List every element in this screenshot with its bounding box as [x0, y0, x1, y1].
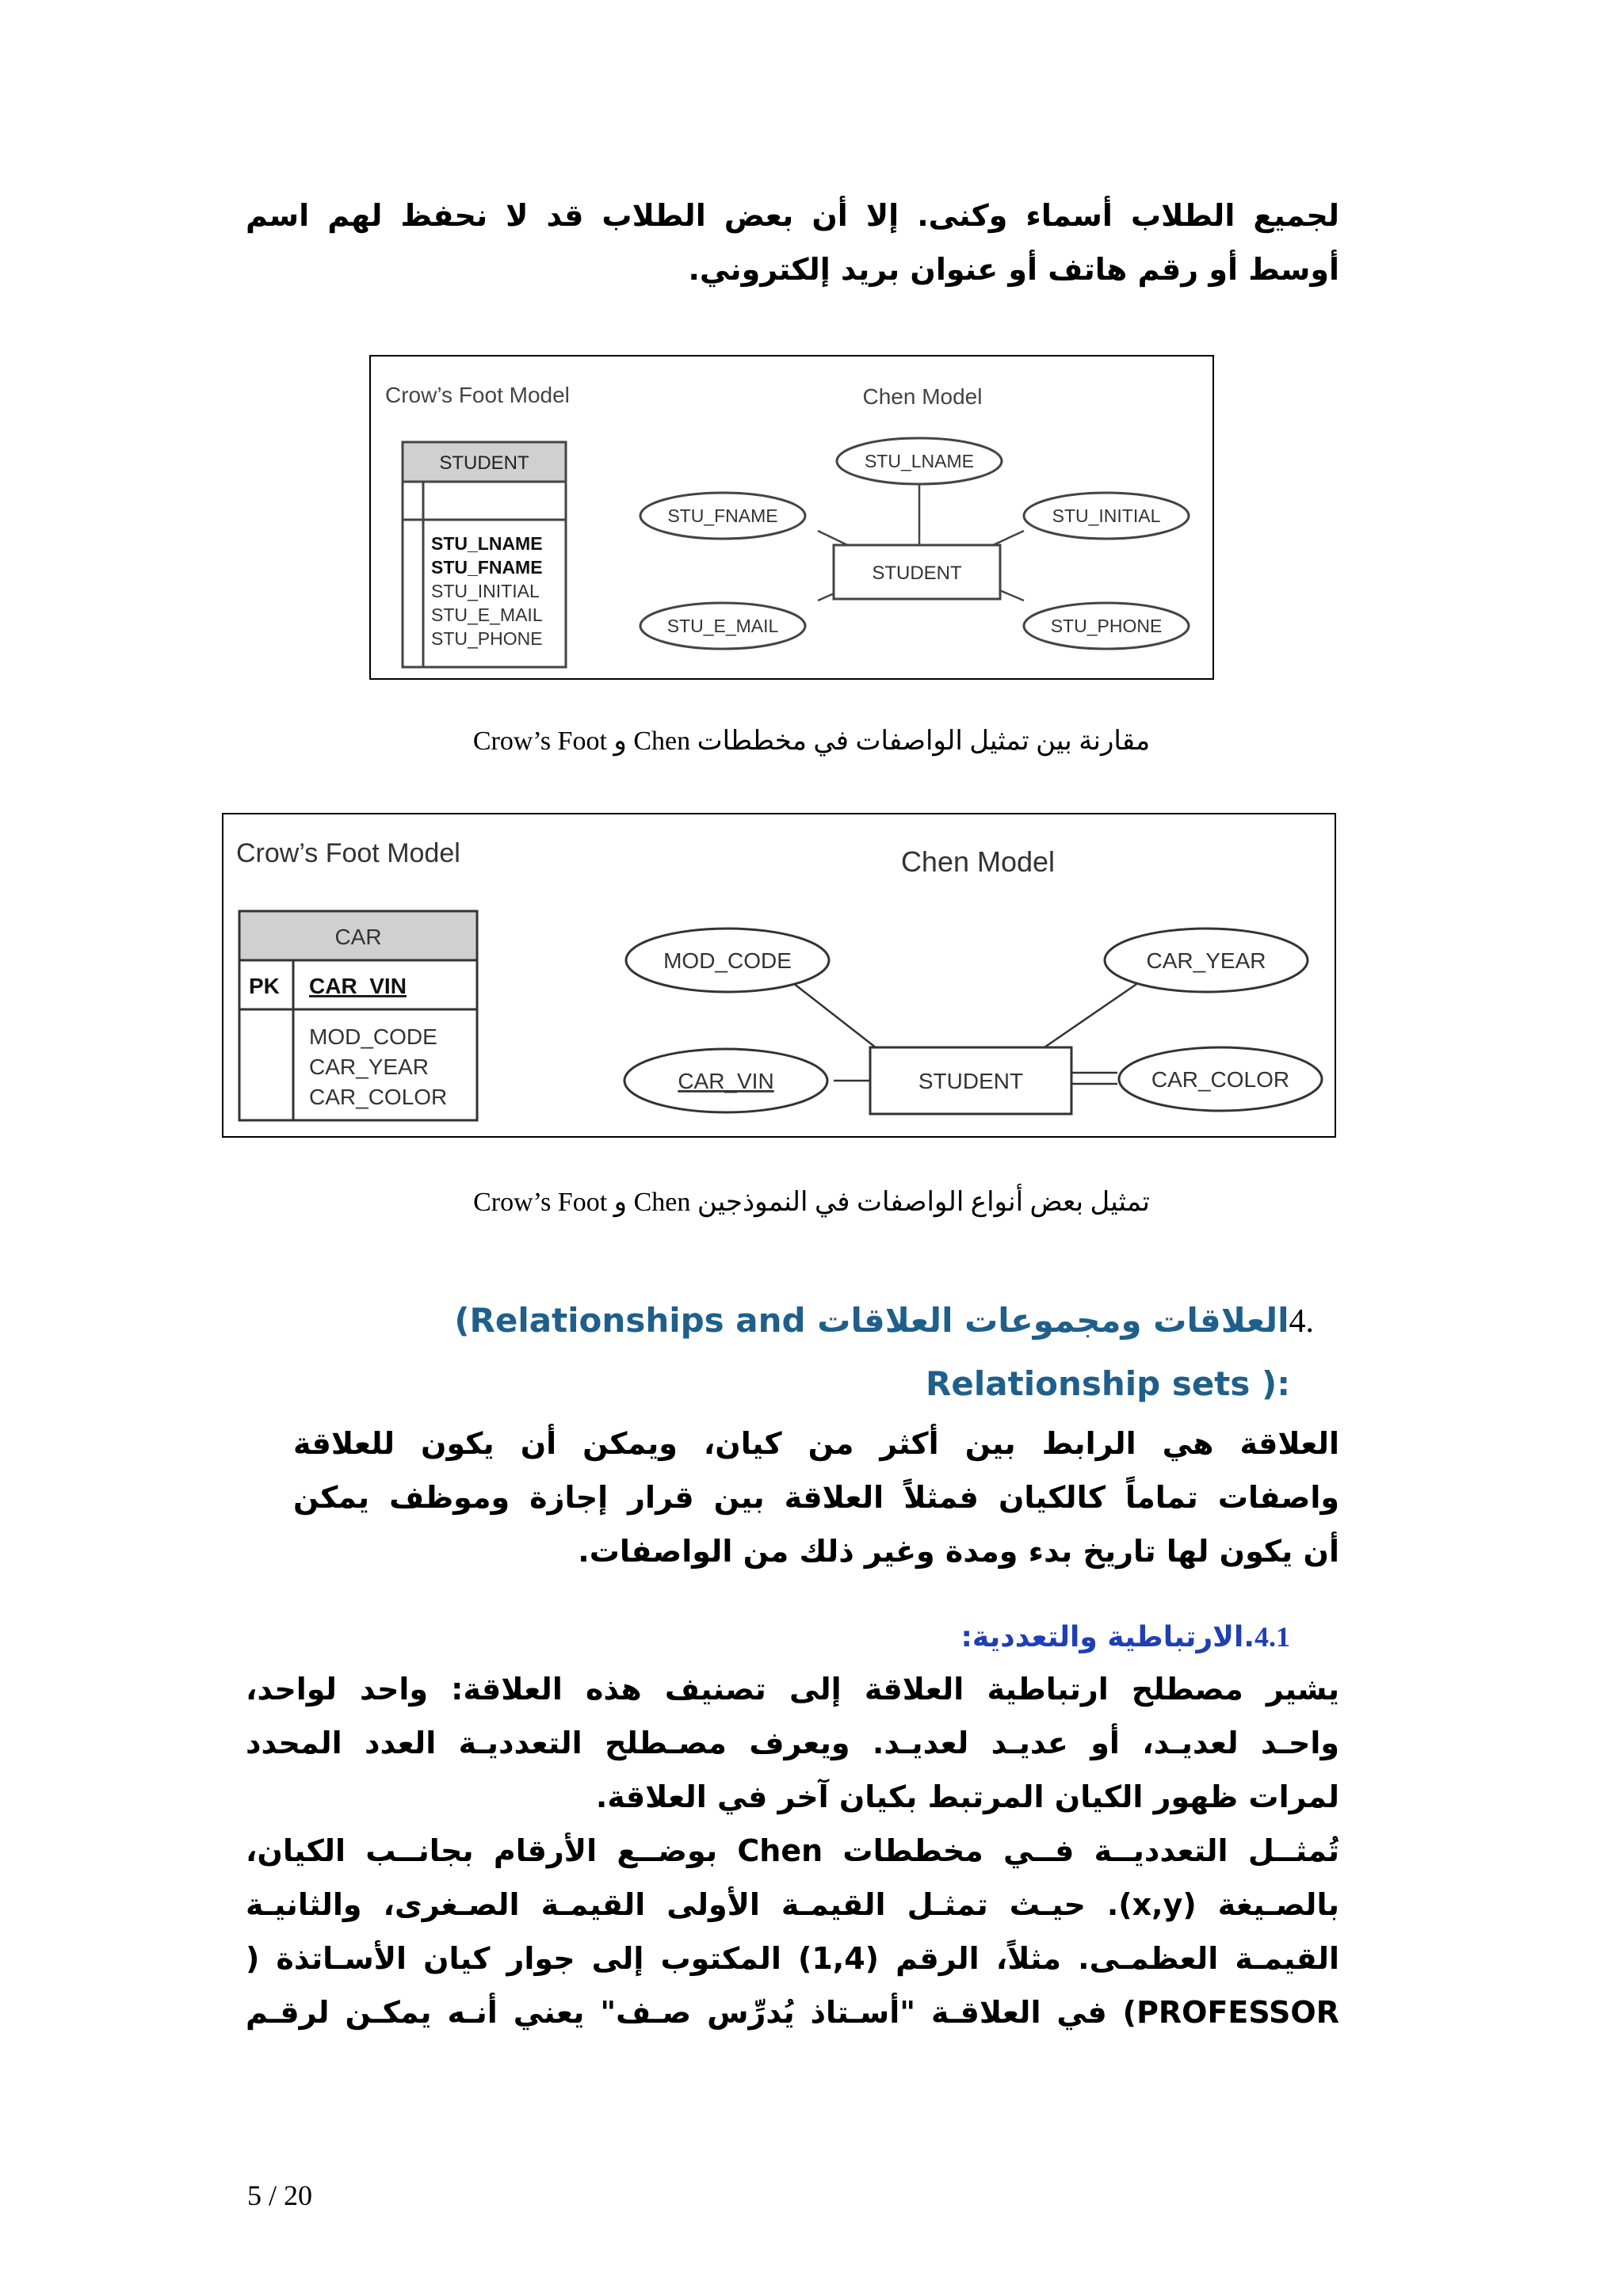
figure-2-attr-car-color: CAR_COLOR [309, 1085, 448, 1109]
section-4-heading-line-2 [926, 1360, 1290, 1409]
figure-2-attr-mod-code: MOD_CODE [309, 1024, 437, 1049]
svg-text:STUDENT: STUDENT [918, 1069, 1024, 1093]
section-4-1-heading [960, 1615, 1290, 1660]
svg-text:STU_PHONE: STU_PHONE [1050, 616, 1163, 636]
intro-paragraph [246, 189, 1339, 296]
figure-2-ellipse-car-color [1119, 1047, 1322, 1111]
figure-1-ellipse-lname [837, 438, 1002, 484]
svg-text:STUDENT: STUDENT [872, 563, 962, 584]
section-4-1-number: 4.1 [1254, 1621, 1290, 1653]
figure-2-pk-attr: CAR_VIN [309, 974, 407, 998]
section-4-line-3: أن يكون لها تاريخ بدء ومدة وغير ذلك من الواصفات. [578, 1534, 1339, 1569]
figure-2-diagram [222, 813, 1336, 1138]
section-4-title-en: (Relationships and [454, 1301, 806, 1340]
section-4-title-ar: العلاقات ومجموعات العلاقات [817, 1301, 1289, 1340]
figure-1-diagram [369, 355, 1214, 680]
page-number: 5 / 20 [247, 2180, 313, 2211]
section-4-number: .4 [1289, 1303, 1314, 1340]
section-4-1-line-5: بالصـيغة (x,y). حيـث تمثـل القيمـة الأولى القيمـة الصـغرى، والثانيـة [246, 1887, 1339, 1922]
section-4-1-title: .الارتباطية والتعددية: [960, 1621, 1254, 1653]
figure-2-pk-label: PK [249, 974, 280, 998]
figure-1-ellipse-fname [640, 493, 805, 539]
section-4-1-line-1: يشير مصطلح ارتباطية العلاقة إلى تصنيف هذه العلاقة: واحد لواحد، [246, 1672, 1339, 1707]
figure-1-ellipse-phone [1024, 603, 1189, 649]
section-4-1-line-3: لمرات ظهور الكيان المرتبط بكيان آخر في العلاقة. [595, 1779, 1339, 1814]
section-4-1-paragraph [246, 1662, 1339, 2039]
section-4-title-en-2: Relationship sets ): [926, 1364, 1290, 1403]
section-4-1-line-4: تُمثــل التعدديــة فــي مخططات Chen بوضــع الأرقام بجانــب الكيان، [246, 1833, 1339, 1868]
figure-2-ellipse-car-vin [624, 1049, 827, 1112]
figure-2-car-table [239, 911, 477, 1120]
figure-1-right-title: Chen Model [862, 384, 983, 409]
figure-2-right-title: Chen Model [900, 845, 1056, 878]
svg-text:MOD_CODE: MOD_CODE [663, 948, 792, 973]
figure-2-ellipse-mod-code [626, 929, 829, 992]
figure-1-student-table [403, 442, 566, 667]
figure-2-entity-student [870, 1047, 1071, 1114]
svg-text:STU_LNAME: STU_LNAME [864, 451, 975, 471]
figure-2-ellipse-car-year [1105, 929, 1308, 992]
figure-1-attr-phone: STU_PHONE [431, 628, 543, 649]
svg-text:CAR_COLOR: CAR_COLOR [1151, 1067, 1290, 1092]
section-4-line-1: العلاقة هي الرابط بين أكثر من كيان، ويمكن أن يكون للعلاقة [293, 1426, 1339, 1461]
section-4-1-line-7: PROFESSOR) في العلاقـة "أسـتاذ يُدرِّس صـف" يعني أنـه يمكـن لرقـم [246, 1995, 1339, 2030]
svg-text:STU_FNAME: STU_FNAME [667, 505, 778, 526]
figure-1-table-name: STUDENT [439, 452, 529, 474]
figure-2-caption: تمثيل بعض أنواع الواصفات في النموذجين Chen و Crow’s Foot [473, 1188, 1150, 1217]
figure-1-attr-fname: STU_FNAME [431, 557, 543, 578]
svg-text:STU_INITIAL: STU_INITIAL [1052, 505, 1161, 526]
svg-text:CAR_VIN: CAR_VIN [678, 1069, 774, 1093]
figure-2-left-title: Crow’s Foot Model [236, 838, 460, 868]
svg-text:CAR_YEAR: CAR_YEAR [1146, 948, 1266, 973]
figure-2-table-name: CAR [334, 925, 382, 949]
figure-1-attr-lname: STU_LNAME [431, 533, 543, 554]
intro-line-2: أوسط أو رقم هاتف أو عنوان بريد إلكتروني. [688, 252, 1339, 287]
figure-1-caption: مقارنة بين تمثيل الواصفات في مخططات Chen و Crow’s Foot [472, 727, 1151, 756]
svg-text:STU_E_MAIL: STU_E_MAIL [666, 616, 779, 636]
intro-line-1: لجميع الطلاب أسماء وكنى. إلا أن بعض الطلاب قد لا نحفظ لهم اسم [246, 198, 1339, 233]
figure-1-attr-email: STU_E_MAIL [431, 605, 543, 625]
figure-1-ellipse-email [640, 603, 805, 649]
figure-1-ellipse-initial [1024, 493, 1189, 539]
figure-1-attr-initial: STU_INITIAL [431, 581, 540, 601]
section-4-1-line-6: القيمـة العظمـى. مثلاً، الرقم (1,4) المكتوب إلى جوار كيان الأسـاتذة ( [246, 1941, 1339, 1976]
figure-1-left-title: Crow’s Foot Model [385, 383, 570, 407]
section-4-line-2: واصفات تماماً كالكيان فمثلاً العلاقة بين قرار إجازة وموظف يمكن [293, 1480, 1339, 1515]
section-4-paragraph [293, 1417, 1339, 1578]
section-4-heading [454, 1296, 1314, 1346]
section-4-1-line-2: واحـد لعديـد، أو عديـد لعديـد. ويعرف مصـطلح التعدديـة العدد المحدد [246, 1726, 1339, 1760]
figure-2-attr-car-year: CAR_YEAR [309, 1055, 429, 1079]
figure-1-entity-student [834, 545, 1000, 599]
